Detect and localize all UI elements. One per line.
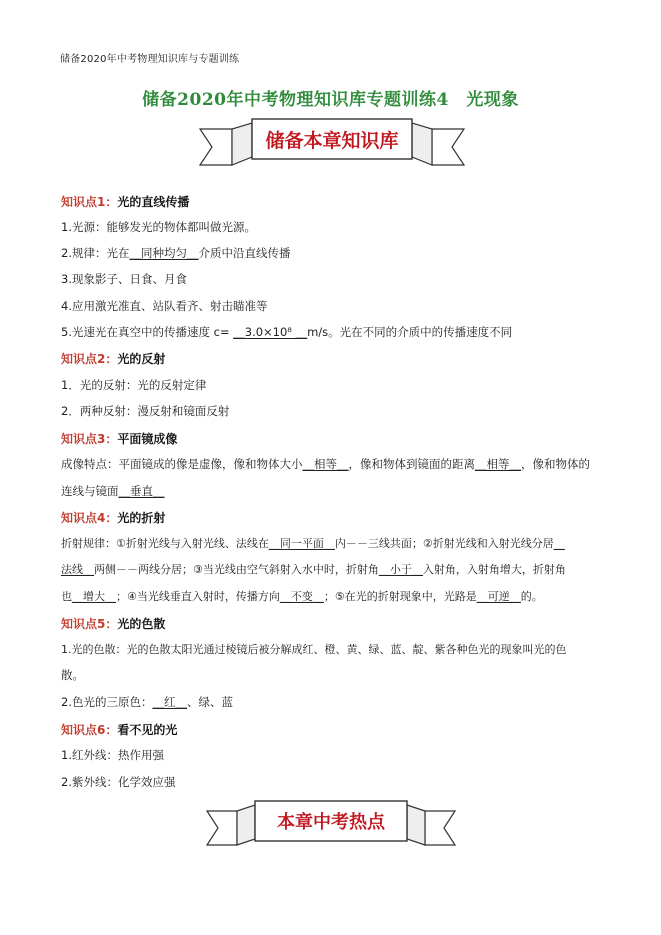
kp4-heading: 知识点4：光的折射 [61, 511, 166, 525]
kp6-heading: 知识点6：看不见的光 [61, 723, 178, 737]
kp2-line1: 1．光的反射：光的反射定律 [61, 378, 207, 392]
kp3-line2: 连线与镜面__垂直__ [61, 484, 165, 498]
kp4-line2: 法线__两侧－－两线分居；③当光线由空气斜射入水中时，折射角__小于__入射角，入射角增大，折射角 [61, 563, 566, 576]
blank-answer: __同种均匀__ [129, 246, 199, 260]
kp1-name: 光的直线传播 [117, 195, 190, 209]
kp1-line5: 5.光速光在真空中的传播速度 c= __3.0×10⁸ __m/s。光在不同的介质中的传播速度不同 [61, 325, 513, 339]
banner-bottom [205, 799, 457, 855]
kp1-heading [61, 193, 189, 210]
page-header: 储备2020年中考物理知识库与专题训练 [60, 54, 240, 65]
kp3-line1: 成像特点：平面镜成的像是虚像，像和物体大小__相等__，像和物体到镜面的距离__相等__，像和物体的 [61, 457, 590, 471]
kp2-line2: 2．两种反射：漫反射和镜面反射 [61, 404, 230, 418]
blank-answer: __3.0×10⁸ __ [233, 325, 308, 339]
kp6-line2: 2.紫外线：化学效应强 [61, 775, 176, 789]
kp5-line1: 1.光的色散：光的色散太阳光通过棱镜后被分解成红、橙、黄、绿、蓝、靛、紫各种色光的现象叫光的色 [61, 643, 567, 656]
kp4-line3: 也__增大__；④当光线垂直入射时，传播方向__不变__；⑤在光的折射现象中，光路是__可逆__的。 [61, 590, 543, 603]
kp5-line1-cont: 散。 [61, 668, 84, 682]
kp6-line1: 1.红外线：热作用强 [61, 748, 164, 762]
kp1-line3: 3.现象影子、日食、月食 [61, 272, 187, 286]
kp1-tag: 知识点1： [61, 195, 118, 209]
document-title: 储备2020年中考物理知识库专题训练4 光现象 [142, 90, 519, 110]
kp3-heading: 知识点3：平面镜成像 [61, 432, 178, 446]
kp1-line2: 2.规律：光在__同种均匀__介质中沿直线传播 [61, 246, 291, 260]
kp5-heading: 知识点5：光的色散 [61, 617, 166, 631]
banner-top-text: 储备本章知识库 [265, 130, 399, 152]
kp2-heading: 知识点2：光的反射 [61, 352, 166, 366]
banner-bottom-text: 本章中考热点 [277, 812, 385, 833]
banner-top [198, 117, 466, 175]
kp5-line2: 2.色光的三原色：__红__、绿、蓝 [61, 695, 233, 709]
kp4-line1: 折射规律：①折射光线与入射光线、法线在__同一平面__内－－三线共面；②折射光线和入射光线分居__ [61, 537, 565, 550]
kp1-line1: 1.光源：能够发光的物体都叫做光源。 [61, 220, 256, 234]
kp1-line4: 4.应用激光准直、站队看齐、射击瞄准等 [61, 299, 268, 313]
